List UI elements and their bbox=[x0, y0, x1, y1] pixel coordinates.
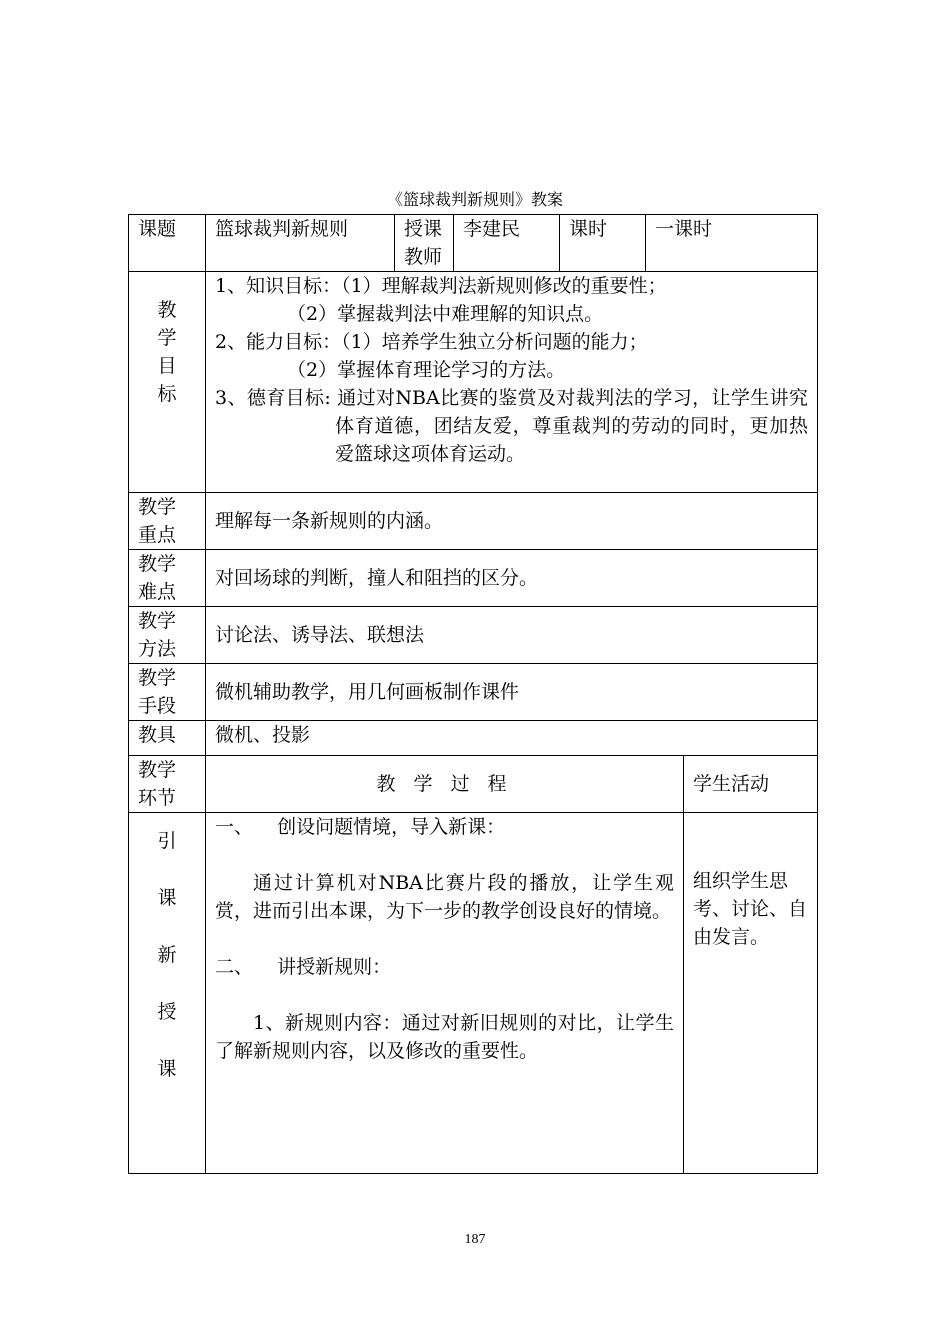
methods-value: 讨论法、诱导法、联想法 bbox=[206, 607, 818, 664]
row-label-line: 方法 bbox=[138, 638, 177, 660]
section-heading: 二、 讲授新规则： bbox=[215, 956, 392, 978]
methods-label bbox=[129, 607, 206, 664]
row-label-line: 环节 bbox=[138, 787, 177, 809]
lesson-plan-table bbox=[128, 214, 818, 1174]
period-label: 课时 bbox=[560, 215, 646, 272]
goals-label-char: 标 bbox=[157, 383, 177, 405]
stage-char: 课 bbox=[157, 1058, 177, 1080]
activity-heading: 学生活动 bbox=[684, 756, 818, 813]
tools-value: 微机、投影 bbox=[206, 721, 818, 756]
key-points-label bbox=[129, 493, 206, 550]
stage-char: 引 bbox=[157, 830, 177, 852]
period-value: 一课时 bbox=[646, 215, 818, 272]
means-row bbox=[129, 664, 818, 721]
row-label-line: 教学 bbox=[138, 553, 177, 575]
teacher-label-line-1: 授课 bbox=[404, 218, 443, 240]
goals-row bbox=[129, 272, 818, 493]
difficulties-value: 对回场球的判断，撞人和阻挡的区分。 bbox=[206, 550, 818, 607]
goals-label-char: 目 bbox=[157, 355, 177, 377]
stage-char: 授 bbox=[157, 1001, 177, 1023]
goal-line: （2）掌握裁判法中难理解的知识点。 bbox=[287, 303, 604, 325]
row-label-line: 教学 bbox=[138, 759, 177, 781]
methods-row bbox=[129, 607, 818, 664]
teacher-value: 李建民 bbox=[454, 215, 560, 272]
key-points-row bbox=[129, 493, 818, 550]
row-label-line: 教学 bbox=[138, 496, 177, 518]
header-row bbox=[129, 215, 818, 272]
process-header-row bbox=[129, 756, 818, 813]
process-content bbox=[206, 813, 684, 1174]
row-label-line: 重点 bbox=[138, 524, 177, 546]
means-label bbox=[129, 664, 206, 721]
row-label-line: 手段 bbox=[138, 695, 177, 717]
goals-label bbox=[129, 272, 206, 493]
section-heading: 一、 创设问题情境，导入新课： bbox=[215, 816, 506, 838]
means-value: 微机辅助教学，用几何画板制作课件 bbox=[206, 664, 818, 721]
goal-line: （2）掌握体育理论学习的方法。 bbox=[287, 359, 566, 381]
difficulties-label bbox=[129, 550, 206, 607]
goals-label-char: 教 bbox=[157, 299, 177, 321]
activity-content: 组织学生思考、讨论、自由发言。 bbox=[684, 813, 818, 1174]
section-paragraph: 通过计算机对NBA比赛片段的播放，让学生观赏，进而引出本课，为下一步的教学创设良好的情境。 bbox=[215, 872, 674, 922]
process-label bbox=[129, 756, 206, 813]
tools-row bbox=[129, 721, 818, 756]
stage-char: 新 bbox=[157, 944, 177, 966]
teacher-label bbox=[395, 215, 454, 272]
row-label-line: 教学 bbox=[138, 667, 177, 689]
process-body-row bbox=[129, 813, 818, 1174]
tools-label: 教具 bbox=[129, 721, 206, 756]
row-label-line: 教学 bbox=[138, 610, 177, 632]
document-title: 《篮球裁判新规则》教案 bbox=[386, 190, 563, 209]
section-paragraph: 1、新规则内容：通过对新旧规则的对比，让学生了解新规则内容，以及修改的重要性。 bbox=[215, 1012, 674, 1062]
goal-line: 1、知识目标：（1）理解裁判法新规则修改的重要性； bbox=[215, 275, 667, 297]
teacher-label-line-2: 教师 bbox=[404, 246, 443, 268]
stage-char: 课 bbox=[157, 887, 177, 909]
goals-label-char: 学 bbox=[157, 327, 177, 349]
stage-column bbox=[129, 813, 206, 1174]
process-heading: 教 学 过 程 bbox=[206, 756, 684, 813]
page-number: 187 bbox=[464, 1232, 486, 1247]
key-points-value: 理解每一条新规则的内涵。 bbox=[206, 493, 818, 550]
row-label-line: 难点 bbox=[138, 581, 177, 603]
topic-label: 课题 bbox=[129, 215, 206, 272]
topic-value: 篮球裁判新规则 bbox=[206, 215, 395, 272]
difficulties-row bbox=[129, 550, 818, 607]
goal-line: 3、德育目标: 通过对NBA比赛的鉴赏及对裁判法的学习，让学生讲究体育道德，团结友爱，尊重裁判的劳动的同时，更加热爱篮球这项体育运动。 bbox=[215, 387, 809, 465]
goals-content bbox=[206, 272, 818, 493]
goal-line: 2、能力目标：（1）培养学生独立分析问题的能力； bbox=[215, 331, 648, 353]
